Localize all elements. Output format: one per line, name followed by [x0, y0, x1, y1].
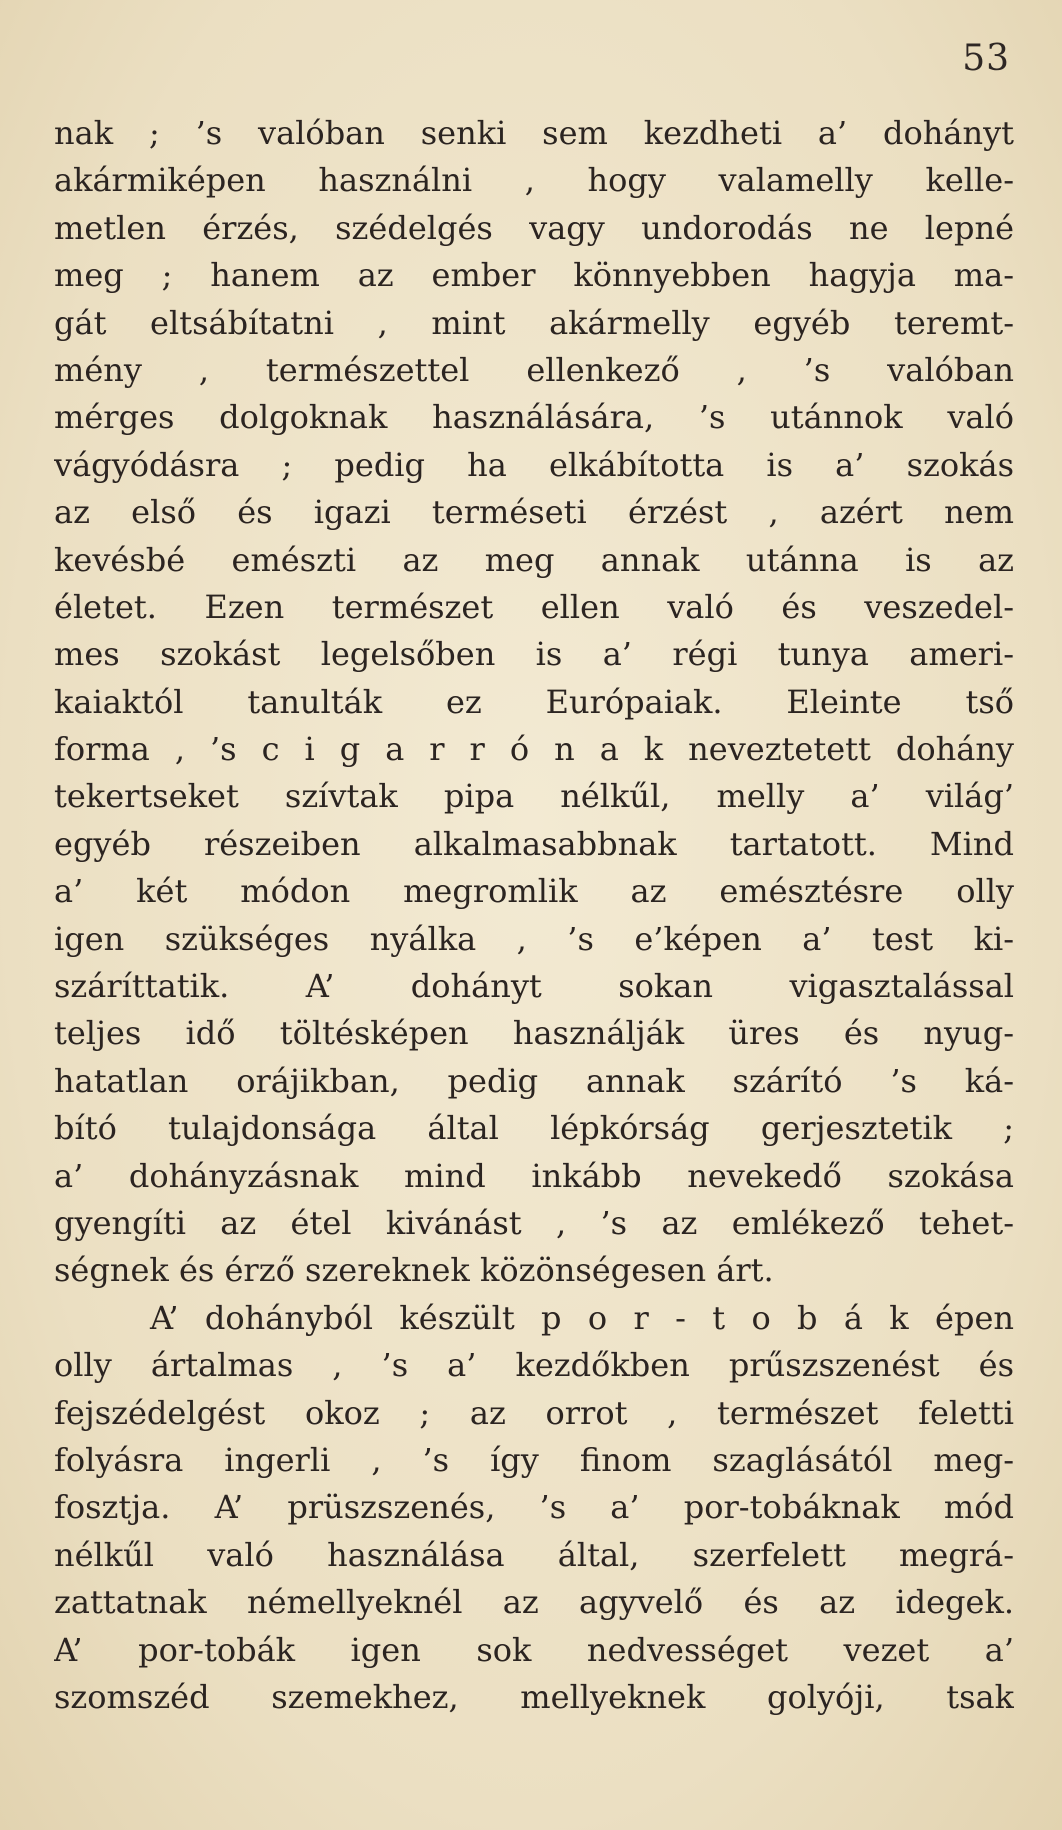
text-line: olly ártalmas , ’s a’ kezdőkben prűszszenést és: [54, 1346, 1014, 1385]
text-line: hatatlan orájikban, pedig annak szárító ’s ká-: [54, 1061, 1014, 1100]
text-line: folyásra ingerli , ’s így finom szaglásától meg-: [54, 1440, 1014, 1479]
text-line: A’ por-tobák igen sok nedvességet vezet a’: [54, 1630, 1014, 1669]
body-text: [54, 110, 1014, 1721]
paragraph-start-line: A’ dohányból készült p o r - t o b á k épen: [150, 1298, 1014, 1337]
text-line: ségnek és érző szereknek közönségesen árt.: [54, 1251, 774, 1290]
text-line: gát eltsábítatni , mint akármelly egyéb teremt-: [54, 303, 1014, 342]
text-line: zattatnak némellyeknél az agyvelő és az idegek.: [54, 1583, 1014, 1622]
text-line: nak ; ’s valóban senki sem kezdheti a’ dohányt: [54, 114, 1014, 152]
text-line: egyéb részeiben alkalmasabbnak tartatott. Mind: [54, 824, 1014, 863]
text-line: meg ; hanem az ember könnyebben hagyja ma-: [54, 256, 1014, 295]
text-line: nélkűl való használása által, szerfelett megrá-: [54, 1535, 1014, 1574]
text-line: mes szokást legelsőben is a’ régi tunya ameri-: [54, 635, 1014, 674]
text-line: szomszéd szemekhez, mellyeknek golyóji, tsak: [54, 1677, 1014, 1716]
text-line: bító tulajdonsága által lépkórság gerjesztetik ;: [54, 1109, 1014, 1148]
text-line: tekertseket szívtak pipa nélkűl, melly a’ világ’: [54, 777, 1014, 816]
text-line: a’ dohányzásnak mind inkább nevekedő szokása: [54, 1156, 1014, 1195]
text-line: az első és igazi terméseti érzést , azért nem: [54, 493, 1014, 532]
text-line: mérges dolgoknak használására, ’s utánnok való: [54, 398, 1014, 437]
text-line: fejszédelgést okoz ; az orrot , természet feletti: [54, 1393, 1014, 1432]
text-line: forma , ’s c i g a r r ó n a k neveztetett dohány: [54, 730, 1014, 769]
text-line: mény , természettel ellenkező , ’s valóban: [54, 350, 1014, 389]
text-line: a’ két módon megromlik az emésztésre olly: [54, 872, 1014, 911]
page-number: 53: [962, 38, 1010, 79]
text-line: kevésbé emészti az meg annak utánna is az: [54, 540, 1014, 579]
text-line: kaiaktól tanulták ez Európaiak. Eleinte tső: [54, 682, 1014, 721]
text-line: gyengíti az étel kivánást , ’s az emlékező tehet-: [54, 1203, 1014, 1242]
text-line: fosztja. A’ prüszszenés, ’s a’ por-tobáknak mód: [54, 1488, 1014, 1527]
text-line: igen szükséges nyálka , ’s e’képen a’ test ki-: [54, 919, 1014, 958]
text-line: vágyódásra ; pedig ha elkábította is a’ szokás: [54, 445, 1014, 484]
text-line: akármiképen használni , hogy valamelly kelle-: [54, 161, 1014, 200]
text-line: metlen érzés, szédelgés vagy undorodás ne lepné: [54, 208, 1014, 247]
text-line: száríttatik. A’ dohányt sokan vigasztalással: [54, 967, 1014, 1006]
text-line: életet. Ezen természet ellen való és veszedel-: [54, 587, 1014, 626]
text-line: teljes idő töltésképen használják üres és nyug-: [54, 1014, 1014, 1053]
